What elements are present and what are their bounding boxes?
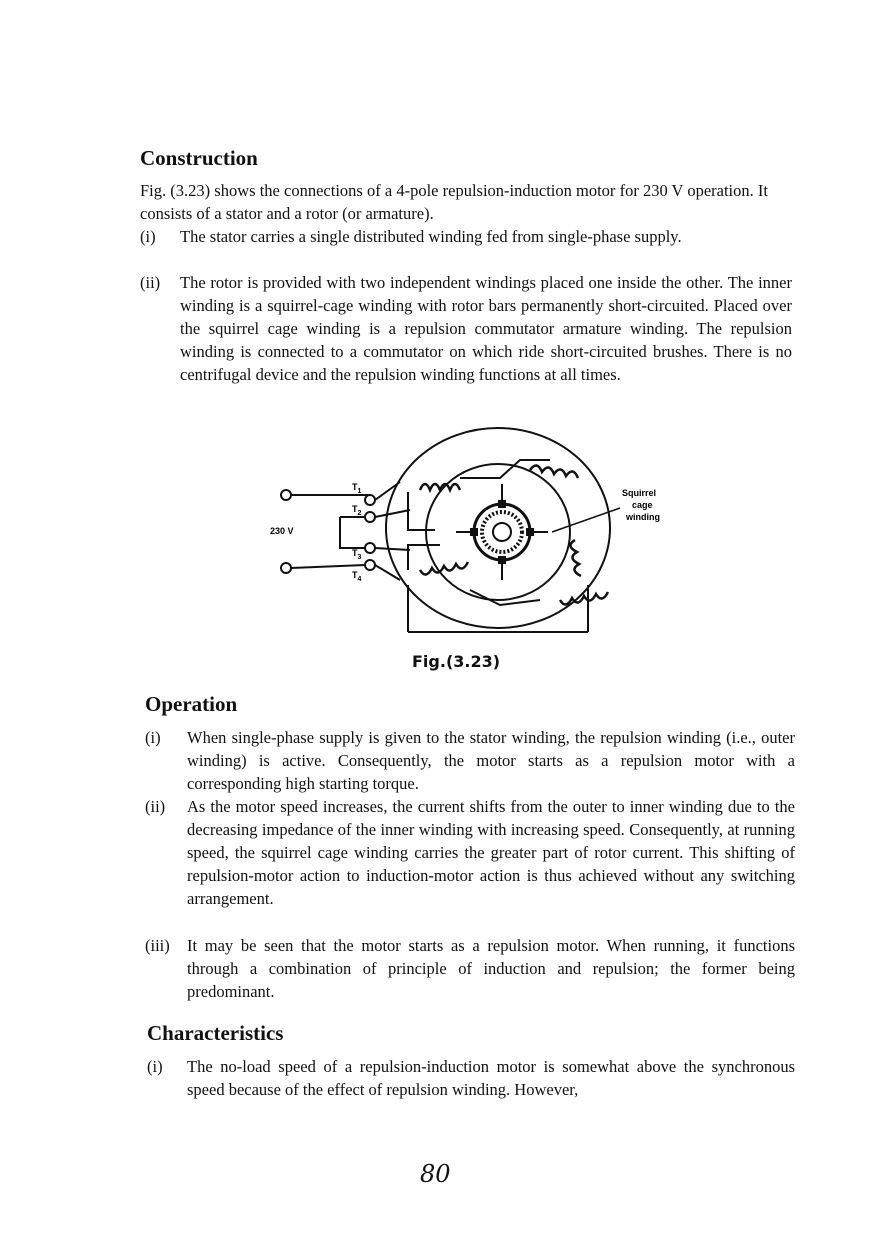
list-text: The stator carries a single distributed winding fed from single-phase supply. [180,227,682,246]
list-text: The rotor is provided with two independent windings placed one inside the other. The inner winding is a squirrel-cage winding with rotor bars permanently short-circuited. Placed over the squirrel cage winding is a repulsion commutator armature winding. The repulsion winding is connected to a commutator on which ride short-circuited brushes. There is no centrifugal device and the repulsion winding functions at all times. [180,273,792,384]
list-text: The no-load speed of a repulsion-induction motor is somewhat above the synchronous speed because of the effect of repulsion winding. However, [187,1057,795,1099]
list-number: (iii) [145,936,170,955]
motor-diagram [260,420,680,645]
list-number: (i) [140,227,156,246]
list-number: (ii) [140,273,161,292]
page-number: 80 [420,1160,451,1188]
terminal-t3-label: $T_3$ [352,548,362,561]
operation-heading: Operation [145,692,238,716]
squirrel-cage-label-line3: winding [626,512,660,522]
terminal-t4-label: $T_4$ [352,570,362,583]
list-text: When single-phase supply is given to the stator winding, the repulsion winding (i.e., outer winding) is active. Consequently, the motor starts as a repulsion motor with a corresponding high starting torque. [187,728,795,793]
list-number: (i) [147,1057,163,1076]
squirrel-cage-label-line1: Squirrel [622,488,657,498]
voltage-label: 230 V [270,526,294,536]
list-text: As the motor speed increases, the current shifts from the outer to inner winding due to the decreasing impedance of the inner winding with increasing speed. Consequently, at running speed, the squirrel cage winding carries the greater part of rotor current. This shifting of repulsion-motor action to induction-motor action is thus achieved without any switching arrangement. [187,797,795,908]
list-text: It may be seen that the motor starts as a repulsion motor. When running, it functions through a combination of principle of induction and repulsion; the former being predominant. [187,936,795,1001]
list-number: (ii) [145,797,166,816]
terminal-t1-label: $T_1$ [352,482,362,495]
characteristics-heading: Characteristics [147,1021,284,1045]
terminal-t2-label: $T_2$ [352,504,362,517]
squirrel-cage-label-line2: cage [632,500,653,510]
construction-heading: Construction [140,146,258,170]
brush-marks [470,500,534,564]
construction-intro: Fig. (3.23) shows the connections of a 4-pole repulsion-induction motor for 230 V operation. It consists of a stator and a rotor (or armature). [140,181,768,223]
figure-caption: Fig.(3.23) [412,652,501,671]
list-number: (i) [145,728,161,747]
